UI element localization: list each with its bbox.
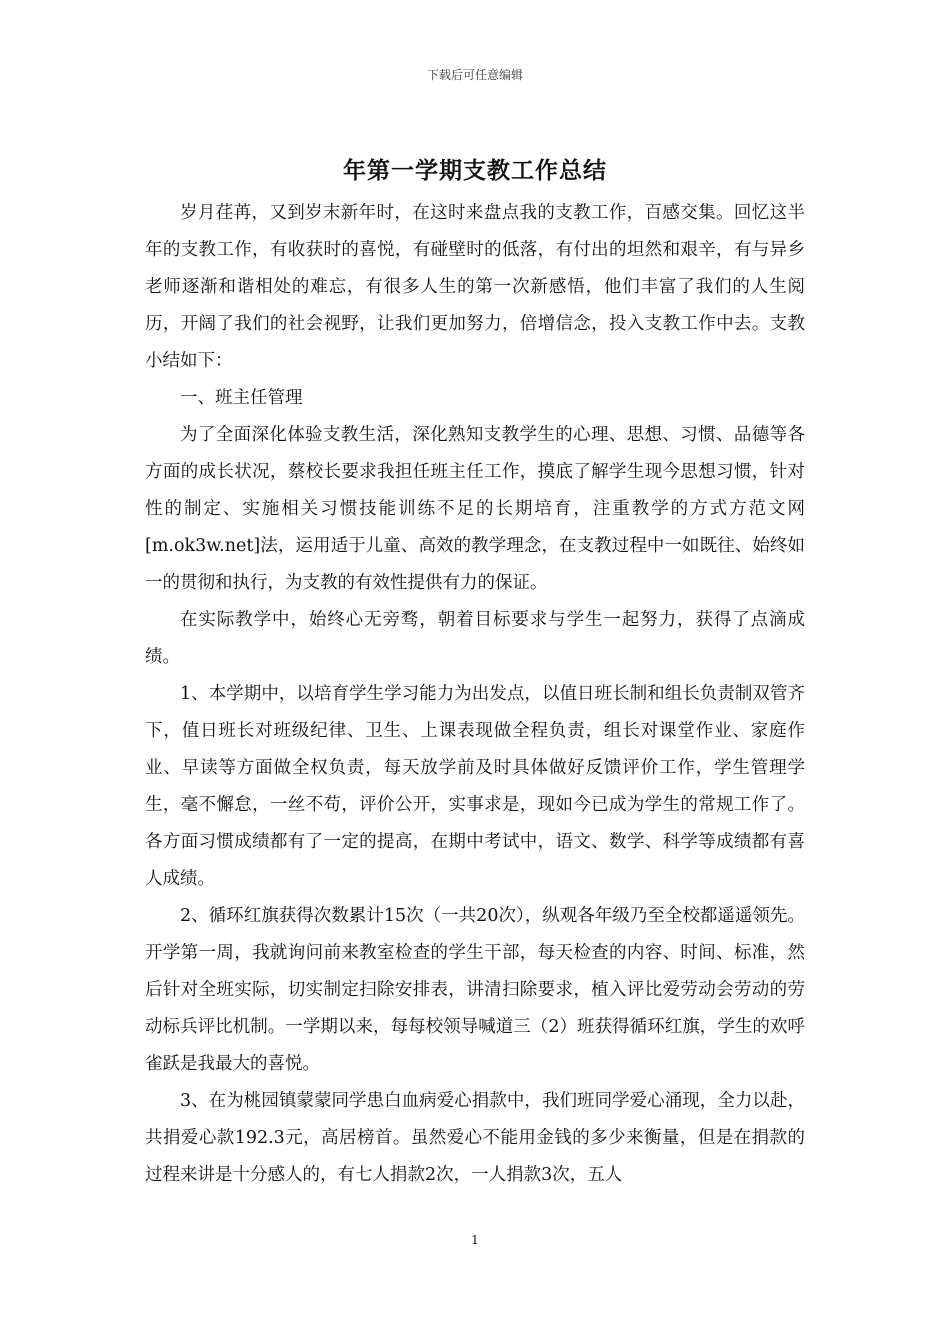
paragraph: 1、本学期中，以培育学生学习能力为出发点，以值日班长制和组长负责制双管齐下，值日班长对班级纪律、卫生、上课表现做全程负责，组长对课堂作业、家庭作业、早读等方面做全权负责，每天放学前及时具体做好反馈评价工作，学生管理学生，毫不懈怠，一丝不苟，评价公开，实事求是，现如今已成为学生的常规工作了。各方面习惯成绩都有了一定的提高，在期中考试中，语文、数学、科学等成绩都有喜人成绩。 <box>145 684 805 889</box>
document-title: 年第一学期支教工作总结 <box>343 157 607 184</box>
section-heading: 一、班主任管理 <box>180 388 303 408</box>
paragraph: 为了全面深化体验支教生活，深化熟知支教学生的心理、思想、习惯、品德等各方面的成长状况，蔡校长要求我担任班主任工作，摸底了解学生现今思想习惯，针对性的制定、实施相关习惯技能训练不足的长期培育，注重教学的方式方范文网[m.ok3w.net]法，运用适于儿童、高效的教学理念，在支教过程中一如既往、始终如一的贯彻和执行，为支教的有效性提供有力的保证。 <box>145 425 805 593</box>
paragraph: 2、循环红旗获得次数累计15次（一共20次），纵观各年级乃至全校都遥遥领先。开学第一周，我就询问前来教室检查的学生干部，每天检查的内容、时间、标准，然后针对全班实际，切实制定扫除安排表，讲清扫除要求，植入评比爱劳动会劳动的劳动标兵评比机制。一学期以来，每每校领导喊道三（2）班获得循环红旗，学生的欢呼雀跃是我最大的喜悦。 <box>145 906 805 1074</box>
paragraph-intro: 岁月荏苒，又到岁末新年时，在这时来盘点我的支教工作，百感交集。回忆这半年的支教工作，有收获时的喜悦，有碰壁时的低落，有付出的坦然和艰辛，有与异乡老师逐渐和谐相处的难忘，有很多人生的第一次新感悟，他们丰富了我们的人生阅历，开阔了我们的社会视野，让我们更加努力，倍增信念，投入支教工作中去。支教小结如下： <box>145 203 805 371</box>
document-body <box>145 195 805 1194</box>
paragraph: 3、在为桃园镇蒙蒙同学患白血病爱心捐款中，我们班同学爱心涌现，全力以赴，共捐爱心款192.3元，高居榜首。虽然爱心不能用金钱的多少来衡量，但是在捐款的过程来讲是十分感人的，有七人捐款2次，一人捐款3次，五人 <box>145 1091 805 1185</box>
header-note: 下载后可任意编辑 <box>426 68 523 82</box>
paragraph: 在实际教学中，始终心无旁骛，朝着目标要求与学生一起努力，获得了点滴成绩。 <box>145 610 805 667</box>
page-number: 1 <box>471 1233 479 1247</box>
